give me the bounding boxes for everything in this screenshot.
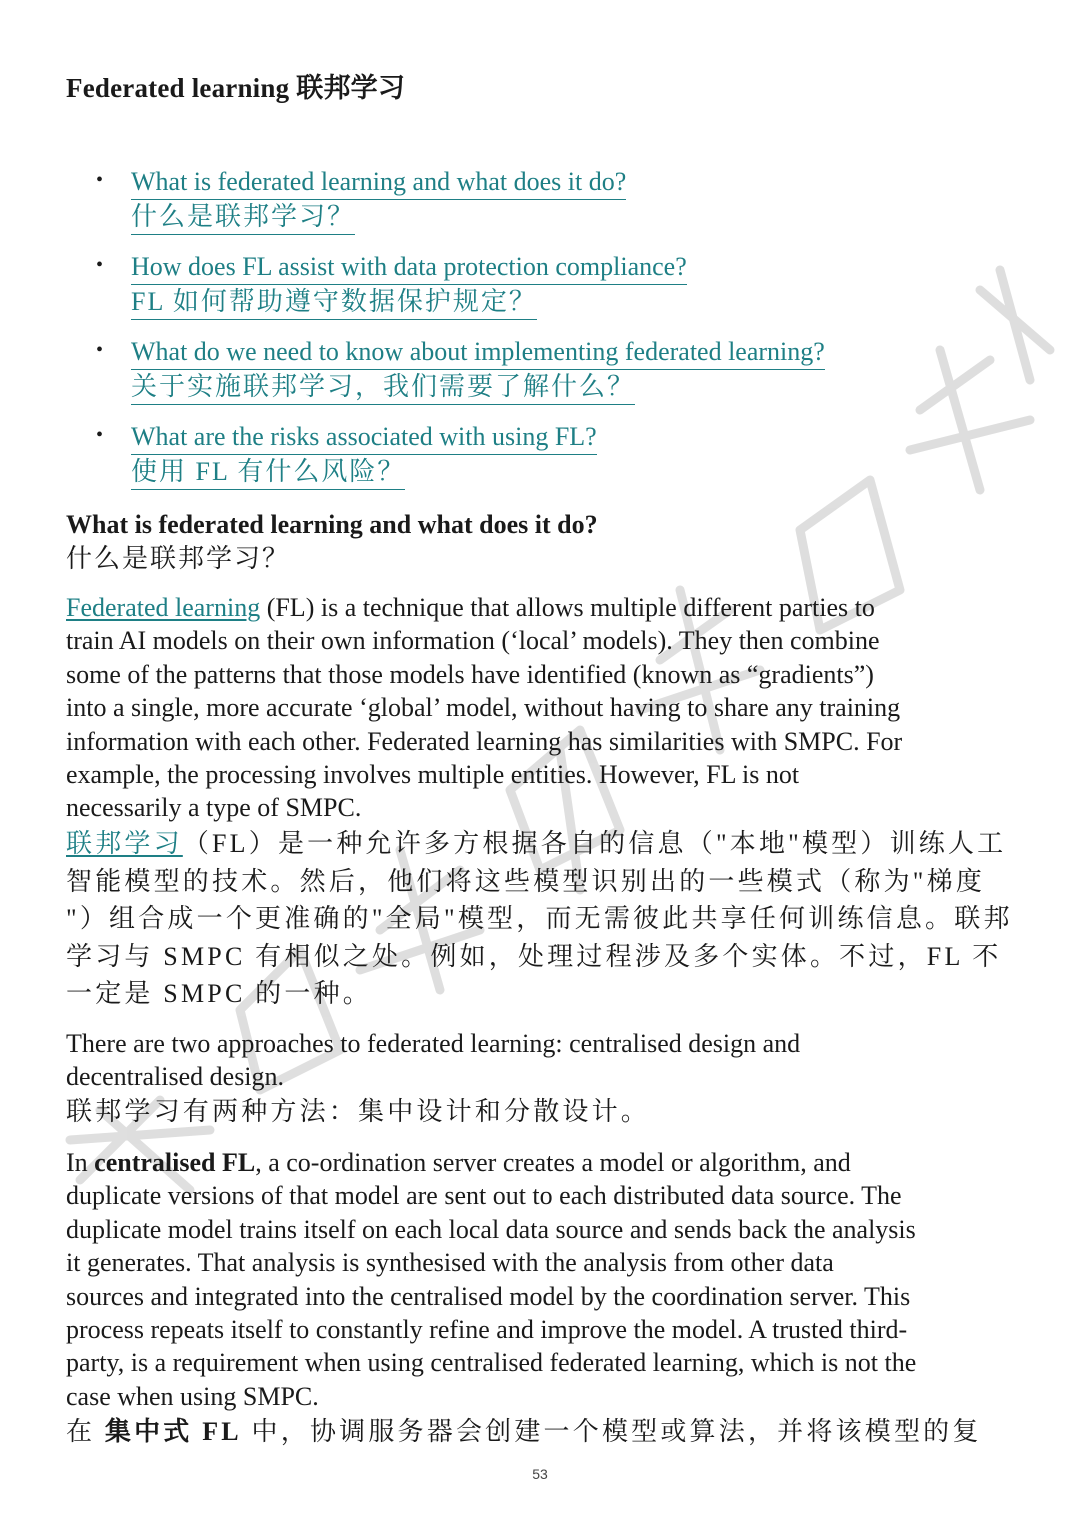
- text-line: [66, 591, 1016, 624]
- toc-link-zh[interactable]: 关于实施联邦学习，我们需要了解什么？: [131, 370, 635, 405]
- toc-link-en[interactable]: How does FL assist with data protection compliance?: [131, 250, 687, 285]
- paragraph-fl-definition-zh: [66, 825, 1016, 1013]
- paragraph-approaches: [66, 1027, 1016, 1094]
- text-span: In: [66, 1148, 95, 1177]
- text-line: [66, 1146, 1016, 1179]
- federated-learning-link[interactable]: Federated learning: [66, 593, 261, 622]
- toc-link-zh[interactable]: FL 如何帮助遵守数据保护规定？: [131, 285, 537, 320]
- text-line: decentralised design.: [66, 1062, 285, 1092]
- section-title-en: What is federated learning and what does it do?: [66, 510, 598, 539]
- text-span: 中，协调服务器会创建一个模型或算法，并将该模型的复: [241, 1417, 982, 1446]
- text-line: case when using SMPC.: [66, 1381, 319, 1411]
- toc-link[interactable]: [131, 165, 626, 235]
- bold-term: 集中式 FL: [104, 1417, 242, 1446]
- page-heading: Federated learning 联邦学习: [66, 73, 406, 103]
- text-line: There are two approaches to federated learning: centralised design and: [66, 1029, 801, 1058]
- paragraph-centralised-fl-zh: [66, 1413, 1016, 1451]
- text-line: it generates. That analysis is synthesised with the analysis from other data: [66, 1248, 834, 1278]
- text-line: process repeats itself to constantly refine and improve the model. A trusted third-: [66, 1315, 908, 1345]
- text-span: , a co-ordination server creates a model or algorithm, and: [255, 1148, 851, 1177]
- paragraph-centralised-fl: [66, 1146, 1016, 1413]
- bullet-icon: •: [96, 254, 104, 276]
- toc-link-en[interactable]: What do we need to know about implementing federated learning?: [131, 335, 825, 370]
- bold-term: centralised FL: [94, 1148, 256, 1177]
- paragraph-fl-definition: [66, 591, 1016, 825]
- text-span: 在: [66, 1417, 105, 1446]
- text-line: 一定是 SMPC 的一种。: [66, 979, 372, 1008]
- toc-link-zh[interactable]: 什么是联邦学习？: [131, 200, 355, 235]
- text-line: duplicate model trains itself on each local data source and sends back the analysis: [66, 1214, 916, 1244]
- text-line: 学习与 SMPC 有相似之处。例如，处理过程涉及多个实体。不过，FL 不: [66, 941, 1002, 971]
- text-line: information with each other. Federated learning has similarities with SMPC. For: [66, 726, 903, 756]
- bullet-icon: •: [96, 169, 104, 191]
- text-line: [66, 825, 1016, 863]
- text-line: necessarily a type of SMPC.: [66, 793, 362, 823]
- toc-link-en[interactable]: What is federated learning and what does it do?: [131, 165, 626, 200]
- text-line: sources and integrated into the centralised model by the coordination server. This: [66, 1281, 911, 1311]
- text-span: (FL) is a technique that allows multiple different parties to: [260, 593, 875, 622]
- toc-link-zh[interactable]: 使用 FL 有什么风险？: [131, 455, 405, 490]
- page-number: 53: [532, 1466, 548, 1482]
- toc-link[interactable]: [131, 335, 825, 405]
- text-line: party, is a requirement when using centralised federated learning, which is not the: [66, 1348, 917, 1378]
- bullet-icon: •: [96, 339, 104, 361]
- federated-learning-link-zh[interactable]: 联邦学习: [66, 829, 183, 858]
- text-line: duplicate versions of that model are sent out to each distributed data source. The: [66, 1181, 902, 1211]
- section-title: [66, 508, 598, 576]
- text-line: train AI models on their own information (‘local’ models). They then combine: [66, 626, 880, 656]
- text-line: into a single, more accurate ‘global’ model, without having to share any training: [66, 693, 901, 723]
- toc-link[interactable]: [131, 420, 597, 490]
- bullet-icon: •: [96, 424, 104, 446]
- text-line: [66, 1413, 1016, 1451]
- text-line: "）组合成一个更准确的"全局"模型，而无需彼此共享任何训练信息。联邦: [66, 904, 1013, 933]
- text-line: 联邦学习有两种方法：集中设计和分散设计。: [66, 1097, 651, 1126]
- section-title-zh: 什么是联邦学习？: [66, 544, 291, 573]
- paragraph-approaches-zh: [66, 1093, 1016, 1131]
- text-line: some of the patterns that those models have identified (known as “gradients”): [66, 659, 874, 689]
- text-line: 智能模型的技术。然后，他们将这些模型识别出的一些模式（称为"梯度: [66, 866, 986, 896]
- toc-link[interactable]: [131, 250, 687, 320]
- text-line: example, the processing involves multiple entities. However, FL is not: [66, 760, 800, 790]
- toc-link-en[interactable]: What are the risks associated with using FL?: [131, 420, 597, 455]
- text-span: （FL）是一种允许多方根据各自的信息（"本地"模型）训练人工: [182, 829, 1007, 858]
